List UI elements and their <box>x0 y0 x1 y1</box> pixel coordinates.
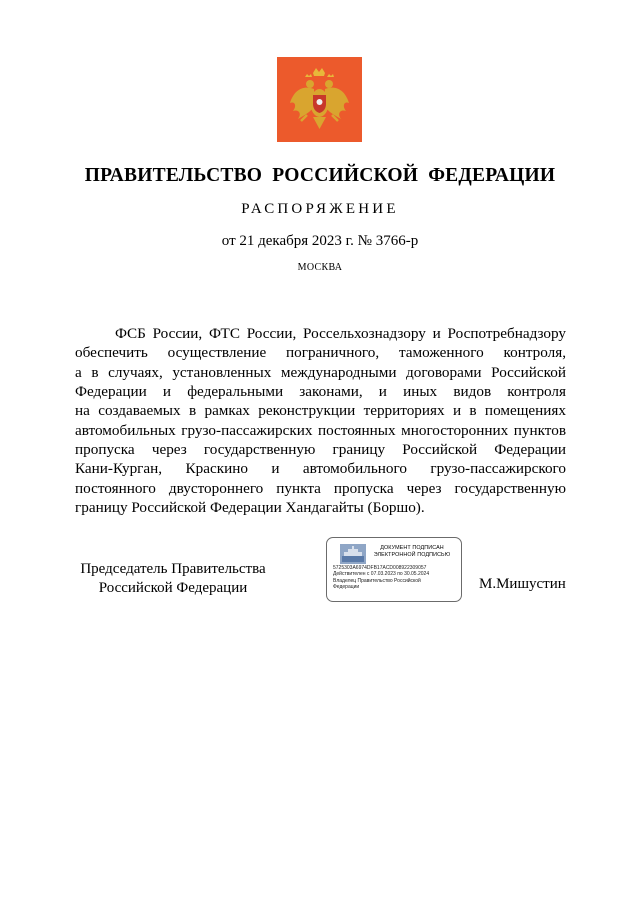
body-line: пропуска через государственную границу Российской Федерации <box>75 441 566 459</box>
body-line: ФСБ России, ФТС России, Россельхознадзору и Роспотребнадзору <box>115 325 566 342</box>
body-line: границу Российской Федерации Хандагайты (Боршо). <box>75 499 425 517</box>
stamp-title-line: ЭЛЕКТРОННОЙ ПОДПИСЬЮ <box>373 552 451 558</box>
order-body <box>75 324 566 517</box>
certificate-owner: Владелец Правительство Российской <box>333 577 421 584</box>
coat-of-arms-icon <box>277 57 362 142</box>
certificate-owner: Федерации <box>333 583 360 590</box>
body-line: а в случаях, установленных международными договорами Российской <box>75 363 566 381</box>
signer-position-line: Российской Федерации <box>98 580 248 596</box>
body-line: постоянного двустороннего пункта пропуска через государственную <box>75 479 566 497</box>
stamp-details <box>333 565 429 590</box>
stamp-title <box>367 545 457 559</box>
body-line: обеспечить осуществление пограничного, таможенного контроля, <box>75 344 566 362</box>
government-title: ПРАВИТЕЛЬСТВО РОССИЙСКОЙ ФЕДЕРАЦИИ <box>84 165 556 186</box>
document-date-number: от 21 декабря 2023 г. № 3766-р <box>221 233 419 249</box>
certificate-validity: Действителен с 07.03.2023 по 30.05.2024 <box>333 571 430 578</box>
city-name: МОСКВА <box>297 262 343 273</box>
stamp-title-line: ДОКУМЕНТ ПОДПИСАН <box>380 545 444 551</box>
electronic-signature-stamp <box>326 537 462 602</box>
certificate-number: 5725303A6974DFB17ACD008922309057 <box>333 565 427 571</box>
body-line: Кани-Курган, Краскино и автомобильного грузо-пассажирского <box>75 460 566 478</box>
document-type: РАСПОРЯЖЕНИЕ <box>241 201 399 217</box>
body-line: автомобильных грузо-пассажирских постоянных многосторонних пунктов <box>75 421 566 439</box>
body-line: на создаваемых в рамках реконструкции территориях и в помещениях <box>75 402 566 420</box>
signer-name: М.Мишустин <box>479 576 566 592</box>
body-line: Федерации и федеральными законами, и иных видов контроля <box>75 383 566 401</box>
signer-position <box>78 560 268 598</box>
signer-position-line: Председатель Правительства <box>80 561 266 577</box>
government-building-icon <box>340 544 366 564</box>
